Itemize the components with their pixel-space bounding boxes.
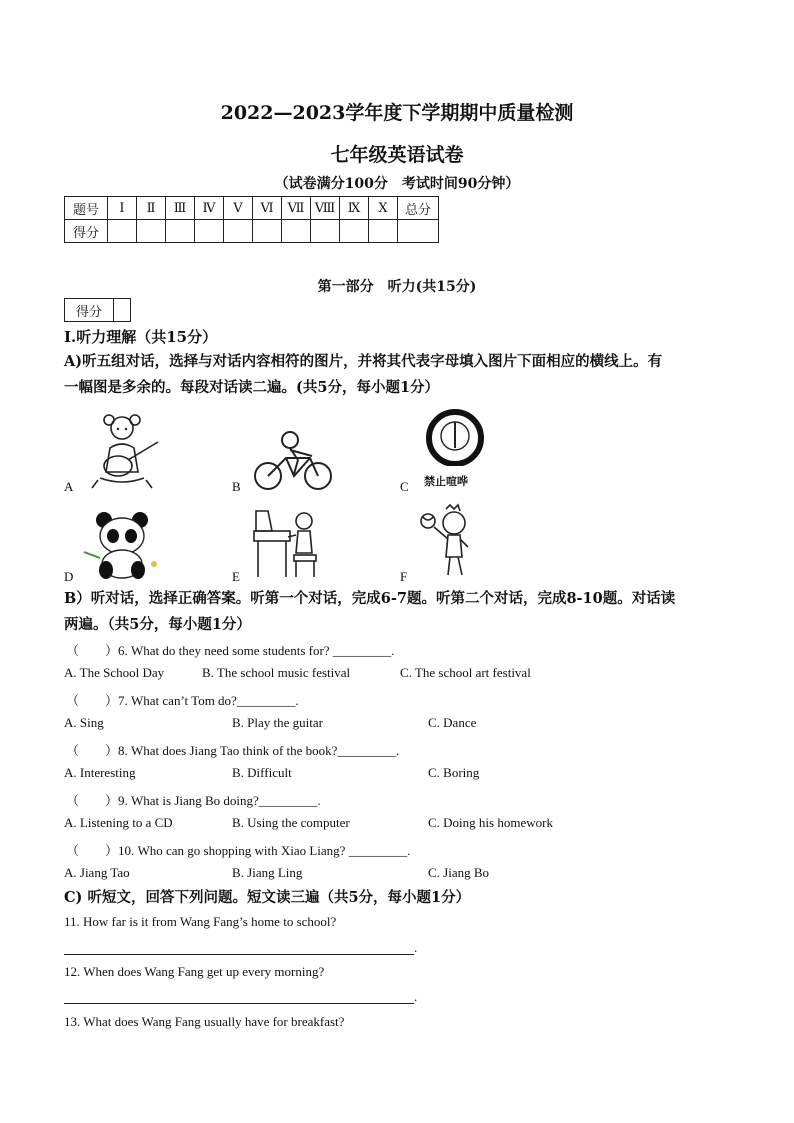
question-stem-9: （ ）9. What is Jiang Bo doing?_________. <box>66 793 321 808</box>
score-table-score-row <box>65 220 439 243</box>
picture-letter-f: F <box>400 569 408 584</box>
picture-letter-a: A <box>64 479 74 494</box>
score-cell: Ⅸ <box>340 197 369 220</box>
boy-volleyball-icon <box>418 503 476 581</box>
girl-guitar-icon <box>82 408 174 492</box>
exam-note: （试卷满分100分 考试时间90分钟） <box>274 176 520 192</box>
answer-line-12[interactable] <box>64 1003 414 1004</box>
part-b-line-1: B）听对话，选择正确答案。听第一个对话，完成6-7题。听第二个对话，完成8-10题。对话读 <box>64 590 676 607</box>
score-cell: 总分 <box>398 197 439 220</box>
score-cell: 得分 <box>65 220 108 243</box>
option-6-b: B. The school music festival <box>202 665 351 680</box>
girl-piano-icon <box>250 503 322 581</box>
part-c-instruction: C) 听短文，回答下列问题。短文读三遍（共5分，每小题1分） <box>64 889 471 906</box>
option-8-a: A. Interesting <box>64 765 136 780</box>
score-input-cell[interactable] <box>195 220 224 243</box>
option-7-a: A. Sing <box>64 715 104 730</box>
score-cell: Ⅶ <box>282 197 311 220</box>
exam-title: 2022—2023学年度下学期期中质量检测 <box>220 102 574 124</box>
question-stem-8: （ ）8. What does Jiang Tao think of the book?_________. <box>66 743 400 758</box>
option-9-b: B. Using the computer <box>232 815 350 830</box>
option-8-b: B. Difficult <box>232 765 292 780</box>
no-noise-caption: 禁止喧哗 <box>424 475 468 488</box>
picture-letter-e: E <box>232 569 240 584</box>
exam-subtitle: 七年级英语试卷 <box>330 144 464 166</box>
score-input-cell[interactable] <box>137 220 166 243</box>
option-7-b: B. Play the guitar <box>232 715 323 730</box>
answer-line-end-11: . <box>414 940 418 955</box>
part-score-label: 得分 <box>65 299 114 322</box>
short-question-13: 13. What does Wang Fang usually have for breakfast? <box>64 1014 345 1029</box>
option-7-c: C. Dance <box>428 715 477 730</box>
part-b-instruction <box>64 586 734 638</box>
short-question-12: 12. When does Wang Fang get up every morning? <box>64 964 325 979</box>
question-stem-7: （ ）7. What can’t Tom do?_________. <box>66 693 299 708</box>
section-title: Ⅰ.听力理解（共15分） <box>64 328 218 346</box>
panda-icon <box>80 508 168 582</box>
score-input-cell[interactable] <box>311 220 340 243</box>
score-cell: Ⅳ <box>195 197 224 220</box>
score-input-cell[interactable] <box>340 220 369 243</box>
score-cell: Ⅷ <box>311 197 340 220</box>
picture-letter-d: D <box>64 569 74 584</box>
score-input-cell[interactable] <box>224 220 253 243</box>
boy-bike-icon <box>250 428 336 492</box>
score-input-cell[interactable] <box>166 220 195 243</box>
part-score-box <box>64 298 131 322</box>
score-input-cell[interactable] <box>398 220 439 243</box>
score-input-cell[interactable] <box>108 220 137 243</box>
option-10-a: A. Jiang Tao <box>64 865 130 880</box>
option-9-c: C. Doing his homework <box>428 815 553 830</box>
option-8-c: C. Boring <box>428 765 480 780</box>
answer-line-end-12: . <box>414 989 418 1004</box>
part-b-line-2: 两遍。（共5分，每小题1分） <box>64 616 251 633</box>
option-9-a: A. Listening to a CD <box>64 815 173 830</box>
question-stem-6: （ ）6. What do they need some students for? _________. <box>66 643 395 658</box>
part-a-line-2: 一幅图是多余的。每段对话读二遍。(共5分，每小题1分） <box>64 379 440 396</box>
score-cell: 题号 <box>65 197 108 220</box>
picture-letter-b: B <box>232 479 241 494</box>
score-cell: Ⅴ <box>224 197 253 220</box>
option-10-c: C. Jiang Bo <box>428 865 490 880</box>
part-a-line-1: A)听五组对话，选择与对话内容相符的图片，并将其代表字母填入图片下面相应的横线上。有 <box>64 353 663 370</box>
picture-letter-c: C <box>400 479 409 494</box>
option-6-c: C. The school art festival <box>400 665 531 680</box>
part-title: 第一部分 听力(共15分) <box>317 279 477 295</box>
score-table-header-row <box>65 197 439 220</box>
option-6-a: A. The School Day <box>64 665 165 680</box>
score-input-cell[interactable] <box>282 220 311 243</box>
answer-line-11[interactable] <box>64 954 414 955</box>
option-10-b: B. Jiang Ling <box>232 865 303 880</box>
score-cell: Ⅰ <box>108 197 137 220</box>
score-cell: Ⅹ <box>369 197 398 220</box>
score-cell: Ⅵ <box>253 197 282 220</box>
part-score-input[interactable] <box>114 299 131 322</box>
score-table <box>64 196 439 243</box>
score-input-cell[interactable] <box>369 220 398 243</box>
score-input-cell[interactable] <box>253 220 282 243</box>
score-cell: Ⅱ <box>137 197 166 220</box>
part-a-instruction <box>64 349 734 401</box>
question-stem-10: （ ）10. Who can go shopping with Xiao Liang? _________. <box>66 843 411 858</box>
score-cell: Ⅲ <box>166 197 195 220</box>
short-question-11: 11. How far is it from Wang Fang’s home to school? <box>64 914 337 929</box>
